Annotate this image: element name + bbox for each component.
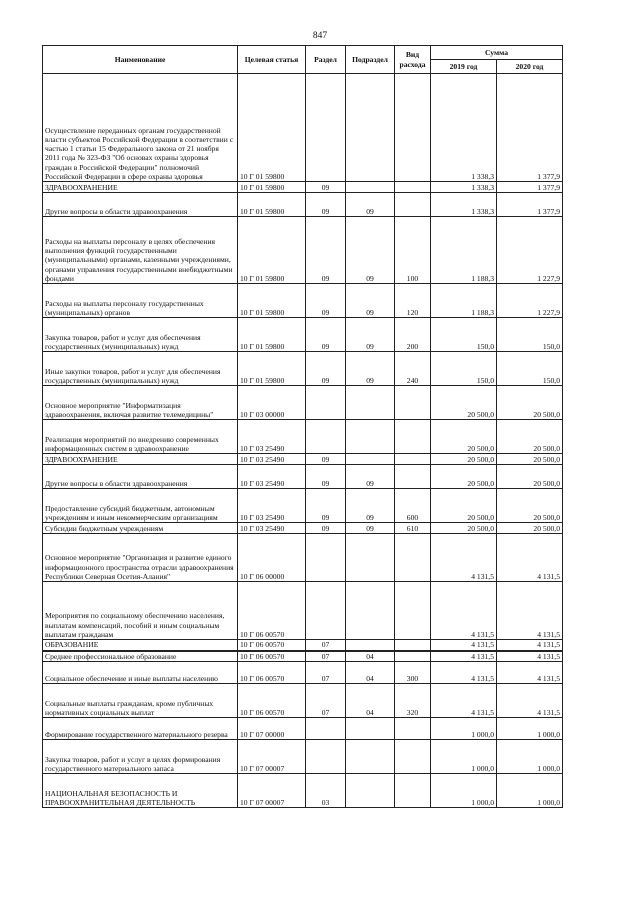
- row-sum-2020: 1 377,9: [497, 193, 563, 217]
- row-subsection: [346, 582, 395, 640]
- row-target-code: 10 Г 03 25490: [238, 489, 306, 523]
- row-section: 07: [306, 684, 346, 718]
- row-name: Расходы на выплаты персоналу государственных (муниципальных) органов: [43, 284, 238, 318]
- row-expense-type: [395, 454, 431, 465]
- row-expense-type: 300: [395, 662, 431, 684]
- table-row: [43, 534, 563, 582]
- table-row: [43, 774, 563, 808]
- table-row: [43, 740, 563, 774]
- header-expense-type: Вид расхода: [395, 46, 431, 74]
- row-sum-2020: 1 000,0: [497, 718, 563, 740]
- row-sum-2019: 20 500,0: [431, 420, 497, 454]
- row-name: Основное мероприятие "Организация и развитие единого информационного пространства отрасли здравоохранения Республики Северная Осетия-Алания": [43, 534, 238, 582]
- row-expense-type: [395, 718, 431, 740]
- row-subsection: 09: [346, 217, 395, 284]
- row-section: [306, 534, 346, 582]
- row-name: ЗДРАВООХРАНЕНИЕ: [43, 182, 238, 193]
- row-name: ЗДРАВООХРАНЕНИЕ: [43, 454, 238, 465]
- row-sum-2020: 1 227,9: [497, 217, 563, 284]
- row-sum-2019: 1 188,3: [431, 284, 497, 318]
- header-2020: 2020 год: [497, 60, 563, 74]
- row-sum-2019: 20 500,0: [431, 523, 497, 534]
- row-name: ОБРАЗОВАНИЕ: [43, 640, 238, 651]
- row-sum-2019: 4 131,5: [431, 684, 497, 718]
- header-2019: 2019 год: [431, 60, 497, 74]
- row-expense-type: [395, 582, 431, 640]
- row-name: Другие вопросы в области здравоохранения: [43, 465, 238, 489]
- table-row: [43, 420, 563, 454]
- row-target-code: 10 Г 01 59800: [238, 284, 306, 318]
- row-section: 09: [306, 489, 346, 523]
- row-target-code: 10 Г 07 00007: [238, 774, 306, 808]
- row-expense-type: [395, 774, 431, 808]
- row-subsection: [346, 454, 395, 465]
- budget-table: [42, 45, 563, 808]
- row-target-code: 10 Г 03 00000: [238, 386, 306, 420]
- page-number: 847: [312, 31, 328, 41]
- table-row: [43, 718, 563, 740]
- row-expense-type: [395, 534, 431, 582]
- row-sum-2020: 4 131,5: [497, 640, 563, 651]
- row-subsection: [346, 774, 395, 808]
- row-sum-2019: 4 131,5: [431, 582, 497, 640]
- row-sum-2019: 20 500,0: [431, 489, 497, 523]
- row-sum-2019: 1 188,3: [431, 217, 497, 284]
- row-target-code: 10 Г 01 59800: [238, 318, 306, 352]
- row-section: [306, 420, 346, 454]
- table-row: [43, 662, 563, 684]
- row-name: Формирование государственного материального резерва: [43, 718, 238, 740]
- row-target-code: 10 Г 01 59800: [238, 217, 306, 284]
- row-section: 09: [306, 318, 346, 352]
- row-subsection: [346, 420, 395, 454]
- row-expense-type: 240: [395, 352, 431, 386]
- table-row: [43, 318, 563, 352]
- table-row: [43, 284, 563, 318]
- row-expense-type: 100: [395, 217, 431, 284]
- row-section: 09: [306, 454, 346, 465]
- row-subsection: [346, 718, 395, 740]
- row-name: Основное мероприятие "Информатизация здравоохранения, включая развитие телемедицины": [43, 386, 238, 420]
- row-sum-2020: 20 500,0: [497, 465, 563, 489]
- row-sum-2020: 20 500,0: [497, 523, 563, 534]
- row-section: [306, 74, 346, 182]
- row-name: Мероприятия по социальному обеспечению населения, выплатам компенсаций, пособий и иным социальным выплатам гражданам: [43, 582, 238, 640]
- row-subsection: 09: [346, 523, 395, 534]
- table-row: [43, 217, 563, 284]
- table-row: [43, 640, 563, 651]
- table-row: [43, 465, 563, 489]
- row-sum-2020: 20 500,0: [497, 386, 563, 420]
- row-sum-2019: 20 500,0: [431, 386, 497, 420]
- table-row: [43, 489, 563, 523]
- row-sum-2020: 1 377,9: [497, 182, 563, 193]
- row-subsection: [346, 740, 395, 774]
- row-sum-2020: 1 377,9: [497, 74, 563, 182]
- row-target-code: 10 Г 03 25490: [238, 465, 306, 489]
- row-sum-2019: 1 000,0: [431, 774, 497, 808]
- table-row: [43, 74, 563, 182]
- row-section: 07: [306, 651, 346, 662]
- row-subsection: 09: [346, 284, 395, 318]
- row-sum-2019: 150,0: [431, 352, 497, 386]
- row-target-code: 10 Г 03 25490: [238, 523, 306, 534]
- table-row: [43, 352, 563, 386]
- row-subsection: 09: [346, 489, 395, 523]
- row-sum-2020: 4 131,5: [497, 582, 563, 640]
- row-section: 09: [306, 465, 346, 489]
- header-name: Наименование: [43, 46, 238, 74]
- row-section: [306, 386, 346, 420]
- row-section: 09: [306, 352, 346, 386]
- row-name: Социальное обеспечение и иные выплаты населению: [43, 662, 238, 684]
- row-sum-2019: 20 500,0: [431, 454, 497, 465]
- row-target-code: 10 Г 01 59800: [238, 182, 306, 193]
- row-sum-2020: 150,0: [497, 318, 563, 352]
- row-name: Другие вопросы в области здравоохранения: [43, 193, 238, 217]
- header-subsection: Подраздел: [346, 46, 395, 74]
- row-sum-2019: 4 131,5: [431, 662, 497, 684]
- row-sum-2019: 4 131,5: [431, 640, 497, 651]
- table-row: [43, 182, 563, 193]
- row-sum-2020: 4 131,5: [497, 684, 563, 718]
- row-name: Осуществление переданных органам государственной власти субъектов Российской Федерации в соответствии с частью 1 статьи 15 Федерального закона от 21 ноября 2011 года № 323-ФЗ "Об основах охраны здоровья граждан в Российской Федерации" полномочий Российской Федерации в сфере охраны здоровья: [43, 74, 238, 182]
- row-name: Социальные выплаты гражданам, кроме публичных нормативных социальных выплат: [43, 684, 238, 718]
- row-sum-2019: 1 000,0: [431, 718, 497, 740]
- row-target-code: 10 Г 07 00007: [238, 740, 306, 774]
- row-name: НАЦИОНАЛЬНАЯ БЕЗОПАСНОСТЬ И ПРАВООХРАНИТЕЛЬНАЯ ДЕЯТЕЛЬНОСТЬ: [43, 774, 238, 808]
- row-sum-2020: 4 131,5: [497, 662, 563, 684]
- header-target: Целевая статья: [238, 46, 306, 74]
- row-section: [306, 718, 346, 740]
- row-expense-type: [395, 193, 431, 217]
- row-sum-2019: 20 500,0: [431, 465, 497, 489]
- row-target-code: 10 Г 01 59800: [238, 352, 306, 386]
- row-section: 07: [306, 640, 346, 651]
- table-row: [43, 582, 563, 640]
- row-section: 09: [306, 182, 346, 193]
- row-expense-type: [395, 420, 431, 454]
- row-expense-type: [395, 640, 431, 651]
- row-section: 09: [306, 523, 346, 534]
- row-sum-2019: 150,0: [431, 318, 497, 352]
- table-row: [43, 386, 563, 420]
- row-target-code: 10 Г 03 25490: [238, 420, 306, 454]
- row-subsection: [346, 74, 395, 182]
- row-sum-2019: 1 338,3: [431, 74, 497, 182]
- row-name: Предоставление субсидий бюджетным, автономным учреждениям и иным некоммерческим организациям: [43, 489, 238, 523]
- row-section: 09: [306, 284, 346, 318]
- row-target-code: 10 Г 06 00000: [238, 534, 306, 582]
- row-name: Иные закупки товаров, работ и услуг для обеспечения государственных (муниципальных) нужд: [43, 352, 238, 386]
- row-target-code: 10 Г 06 00570: [238, 662, 306, 684]
- row-sum-2019: 4 131,5: [431, 534, 497, 582]
- row-sum-2020: 150,0: [497, 352, 563, 386]
- row-sum-2020: 1 227,9: [497, 284, 563, 318]
- row-subsection: [346, 640, 395, 651]
- table-row: [43, 651, 563, 662]
- row-sum-2020: 4 131,5: [497, 651, 563, 662]
- row-name: Субсидии бюджетным учреждениям: [43, 523, 238, 534]
- table-row: [43, 684, 563, 718]
- row-expense-type: 610: [395, 523, 431, 534]
- row-sum-2020: 4 131,5: [497, 534, 563, 582]
- row-sum-2019: 1 000,0: [431, 740, 497, 774]
- row-sum-2019: 1 338,3: [431, 193, 497, 217]
- row-section: 07: [306, 662, 346, 684]
- table-row: [43, 454, 563, 465]
- row-expense-type: [395, 386, 431, 420]
- row-subsection: [346, 386, 395, 420]
- row-sum-2020: 20 500,0: [497, 420, 563, 454]
- row-name: Расходы на выплаты персоналу в целях обеспечения выполнения функций государственными (муниципальными) органами, казенными учреждениями, органами управления государственными внебюджетными фондами: [43, 217, 238, 284]
- row-target-code: 10 Г 01 59800: [238, 74, 306, 182]
- row-name: Среднее профессиональное образование: [43, 651, 238, 662]
- row-target-code: 10 Г 07 00000: [238, 718, 306, 740]
- row-section: 09: [306, 217, 346, 284]
- row-expense-type: 320: [395, 684, 431, 718]
- row-section: [306, 582, 346, 640]
- row-subsection: 09: [346, 193, 395, 217]
- row-expense-type: [395, 651, 431, 662]
- row-expense-type: [395, 740, 431, 774]
- row-sum-2020: 1 000,0: [497, 740, 563, 774]
- row-target-code: 10 Г 03 25490: [238, 454, 306, 465]
- row-subsection: 04: [346, 684, 395, 718]
- row-sum-2020: 20 500,0: [497, 454, 563, 465]
- row-expense-type: 200: [395, 318, 431, 352]
- table-row: [43, 193, 563, 217]
- row-section: 09: [306, 193, 346, 217]
- table-row: [43, 523, 563, 534]
- row-subsection: 09: [346, 318, 395, 352]
- row-sum-2020: 1 000,0: [497, 774, 563, 808]
- row-name: Закупка товаров, работ и услуг для обеспечения государственных (муниципальных) нужд: [43, 318, 238, 352]
- row-name: Закупка товаров, работ и услуг в целях формирования государственного материального запаса: [43, 740, 238, 774]
- row-subsection: 09: [346, 352, 395, 386]
- row-name: Реализация мероприятий по внедрению современных информационных систем в здравоохранение: [43, 420, 238, 454]
- row-target-code: 10 Г 06 00570: [238, 651, 306, 662]
- row-sum-2019: 1 338,3: [431, 182, 497, 193]
- row-expense-type: [395, 465, 431, 489]
- row-sum-2020: 20 500,0: [497, 489, 563, 523]
- row-target-code: 10 Г 06 00570: [238, 582, 306, 640]
- row-expense-type: [395, 74, 431, 182]
- row-expense-type: 600: [395, 489, 431, 523]
- row-target-code: 10 Г 06 00570: [238, 640, 306, 651]
- row-expense-type: 120: [395, 284, 431, 318]
- row-target-code: 10 Г 06 00570: [238, 684, 306, 718]
- row-subsection: 04: [346, 651, 395, 662]
- row-subsection: 04: [346, 662, 395, 684]
- header-section: Раздел: [306, 46, 346, 74]
- row-subsection: [346, 182, 395, 193]
- row-section: 03: [306, 774, 346, 808]
- row-subsection: 09: [346, 465, 395, 489]
- row-section: [306, 740, 346, 774]
- row-expense-type: [395, 182, 431, 193]
- row-target-code: 10 Г 01 59800: [238, 193, 306, 217]
- header-sum: Сумма: [431, 46, 563, 60]
- row-sum-2019: 4 131,5: [431, 651, 497, 662]
- row-subsection: [346, 534, 395, 582]
